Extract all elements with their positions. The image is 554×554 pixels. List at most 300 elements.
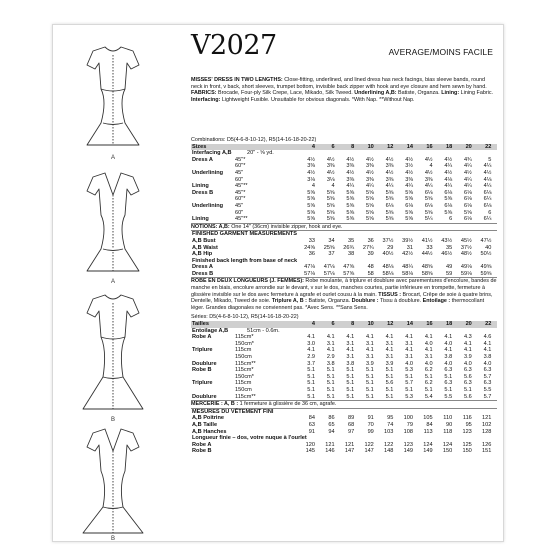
dress-sketches-svg: [53, 25, 173, 541]
table-cell: 122: [364, 441, 374, 448]
description-title: MISSES' DRESS IN TWO LENGTHS:: [191, 77, 283, 83]
table-cell: 5⅝: [385, 196, 394, 203]
table-cell: 4.1: [464, 347, 472, 354]
table-cell: 5⅝: [424, 196, 433, 203]
underlining-label: Underlining A,B:: [354, 90, 397, 97]
table-cell: 3⅜: [385, 176, 394, 183]
interfacing-text: Lightweight Fusible. Unsuitable for obvious diagonals. *With Nap. **Without Nap.: [221, 96, 415, 103]
table-cell: 5⅝: [307, 196, 315, 203]
table-cell: 3.8: [346, 360, 355, 367]
finished-length-heading: Finished back length from base of neck: [192, 257, 298, 264]
row-width: 115cm**: [235, 393, 256, 400]
technical-drawings: [53, 25, 173, 541]
table-row: [191, 177, 497, 184]
table-cell: 70: [367, 421, 374, 428]
table-cell: 46½: [441, 251, 453, 258]
table-cell: 5.1: [326, 373, 335, 380]
underlining-text: Batiste, Organza.: [398, 90, 440, 97]
table-cell: 18: [445, 143, 453, 150]
combinations-french: Séries: D5(4-6-8-10-12), R5(14-16-18-20-22): [191, 314, 299, 321]
table-cell: 35: [347, 237, 355, 244]
table-cell: 4: [311, 183, 315, 190]
table-cell: 58⅝: [421, 270, 433, 277]
table-cell: 5⅝: [405, 196, 413, 203]
row-width: 45": [235, 202, 244, 209]
row-label: Robe B: [192, 367, 212, 374]
table-cell: 4½: [405, 169, 413, 176]
table-cell: 4.0: [483, 360, 492, 367]
lining-text: Lining Fabric.: [460, 90, 494, 97]
table-cell: 5¼: [424, 216, 433, 223]
table-row: [191, 170, 497, 177]
table-cell: 5.1: [326, 393, 335, 400]
table-cell: 91: [367, 415, 374, 422]
table-cell: 5⅝: [424, 209, 433, 216]
table-cell: 5.1: [405, 373, 413, 380]
table-cell: 121: [482, 415, 492, 422]
table-cell: 2.9: [307, 354, 315, 360]
table-cell: 4¼: [483, 183, 492, 190]
table-cell: 4.1: [405, 334, 413, 341]
table-cell: 4½: [444, 169, 453, 176]
table-cell: 6¼: [483, 196, 492, 203]
table-row: [191, 374, 497, 381]
table-cell: 124: [423, 441, 433, 448]
table-cell: 36: [308, 251, 315, 258]
sketch-dress-b-back: [83, 429, 143, 533]
row-label: Robe B: [192, 448, 212, 455]
table-cell: 6.3: [483, 367, 492, 374]
table-cell: 5.1: [366, 373, 374, 380]
table-cell: 122: [384, 441, 394, 448]
table-cell: 4¼: [346, 183, 355, 190]
table-cell: 5⅝: [366, 209, 374, 216]
description-text: Close-fitting, underlined, and lined dress has neck facings, bias sleeve bands, round neck in front, v back, short sleeves, trumpet bottom, invisible back zipper with hook and eye closure and hem sewn by hand.: [191, 77, 487, 90]
sketch-label-1: A: [110, 155, 116, 161]
table-cell: 4.1: [424, 347, 433, 354]
row-label: Dress B: [192, 189, 214, 196]
table-cell: 3.1: [326, 340, 335, 347]
table-cell: 5.7: [483, 393, 492, 400]
table-row: [191, 271, 497, 278]
table-cell: 16: [426, 143, 433, 150]
table-cell: 4½: [366, 156, 374, 163]
table-cell: 5⅝: [405, 209, 413, 216]
table-cell: 3⅜: [346, 176, 355, 183]
table-row: [191, 429, 497, 436]
table-cell: 4¼: [405, 183, 413, 190]
table-cell: 36: [367, 237, 374, 244]
table-cell: 121: [344, 441, 355, 448]
table-cell: 5.1: [326, 367, 335, 374]
table-cell: 49: [445, 264, 453, 271]
table-cell: 4¾: [464, 156, 472, 163]
table-cell: 5.1: [405, 386, 413, 393]
sketch-label-2: A: [110, 279, 116, 285]
table-cell: 5.6: [464, 393, 472, 400]
table-cell: 33: [426, 244, 433, 251]
table-cell: 3⅜: [405, 176, 413, 183]
finished-measurements-french: [191, 415, 497, 435]
table-cell: 5⅝: [307, 202, 315, 209]
table-cell: 99: [367, 428, 374, 435]
table-cell: 59⅛: [460, 270, 472, 277]
table-cell: 5.1: [366, 367, 374, 374]
table-row: [191, 203, 497, 210]
table-cell: 3⅛: [307, 176, 315, 183]
table-cell: 34: [328, 237, 335, 244]
table-cell: 5.1: [346, 386, 355, 393]
mesures-heading: MESURES DU VÊTEMENT FINI: [192, 408, 274, 415]
notions-label: NOTIONS: A,B:: [191, 223, 230, 230]
table-cell: 4.1: [366, 347, 374, 354]
table-cell: 5.6: [385, 380, 394, 387]
table-cell: 5.1: [307, 386, 315, 393]
table-cell: 68: [347, 421, 355, 428]
table-cell: 149: [403, 448, 413, 455]
table-row: [191, 328, 497, 335]
table-cell: 5.1: [385, 373, 394, 380]
table-cell: 6.3: [444, 367, 453, 374]
finished-length-english: [191, 264, 497, 277]
table-cell: 4.1: [405, 347, 413, 354]
table-cell: 4.1: [326, 334, 335, 341]
table-cell: 5.5: [444, 393, 453, 400]
table-cell: 4: [311, 321, 315, 328]
table-cell: 5.1: [307, 393, 315, 400]
table-row: [191, 367, 497, 374]
sketch-dress-b-front: [83, 295, 143, 409]
table-cell: 86: [328, 415, 335, 422]
sketch-dress-a-back: [87, 173, 139, 271]
table-cell: 47⅛: [304, 264, 315, 271]
table-cell: 5.4: [424, 393, 433, 400]
table-row: [191, 347, 497, 354]
table-cell: 6⅛: [444, 189, 453, 196]
row-width: 45"*: [235, 156, 246, 163]
row-label: Lining: [192, 183, 209, 190]
row-width: 115cm*: [235, 367, 254, 374]
row-width: 60"*: [235, 196, 246, 203]
table-cell: 3⅛: [326, 176, 335, 183]
table-row: [191, 354, 497, 361]
fabrics-label: FABRICS:: [191, 90, 217, 97]
row-label: Dress A: [192, 264, 213, 271]
table-cell: 6¼: [483, 216, 492, 223]
table-cell: 6.2: [424, 380, 433, 387]
row-label: A,B Taille: [192, 421, 218, 428]
table-cell: 148: [384, 448, 394, 455]
table-cell: 3.1: [385, 340, 394, 347]
table-cell: 4: [331, 183, 335, 190]
table-cell: 4.0: [424, 360, 433, 367]
table-cell: 44½: [421, 251, 433, 258]
table-cell: 126: [482, 441, 492, 448]
lining-label: Lining:: [441, 90, 460, 97]
table-cell: 20: [465, 143, 472, 150]
table-cell: 120: [305, 441, 315, 448]
table-cell: 4.0: [464, 360, 472, 367]
table-cell: 5⅝: [346, 216, 355, 223]
sizes-row-english: [191, 144, 497, 151]
table-row: [191, 442, 497, 449]
table-cell: 110: [443, 415, 453, 422]
table-cell: 16: [426, 321, 433, 328]
fabrics-text: Brocade, Four-ply Silk Crepe, Lace, Mikado, Silk Tweed.: [217, 90, 353, 97]
table-cell: 4.3: [464, 334, 472, 341]
table-cell: 97: [347, 428, 355, 435]
table-cell: 49⅝: [480, 264, 492, 271]
table-cell: 6.2: [424, 367, 433, 374]
finished-length-french: [191, 442, 497, 455]
table-cell: 4½: [424, 156, 433, 163]
table-cell: 4.1: [307, 347, 315, 354]
row-label: A,B Waist: [192, 244, 218, 251]
table-cell: 49⅛: [460, 264, 472, 271]
table-cell: 58: [367, 270, 374, 277]
table-cell: 3.1: [405, 354, 413, 360]
table-cell: 95: [387, 415, 394, 422]
table-cell: 147: [344, 448, 355, 455]
doublure-text: Tissu à doublure.: [379, 298, 422, 305]
pattern-envelope-back: [52, 24, 504, 542]
table-cell: 4¼: [385, 183, 394, 190]
table-cell: 6⅛: [464, 216, 472, 223]
metrage-rows-french: [191, 328, 497, 401]
difficulty-level: AVERAGE/MOINS FACILE: [388, 47, 493, 57]
table-cell: 145: [305, 448, 315, 455]
table-cell: 5⅝: [346, 209, 355, 216]
table-cell: 124: [442, 441, 453, 448]
table-cell: 146: [325, 448, 335, 455]
table-cell: 22: [485, 321, 492, 328]
table-cell: 5⅝: [307, 189, 315, 196]
table-cell: 5⅝: [326, 209, 335, 216]
table-row: [191, 264, 497, 271]
sizes-row-french: [191, 321, 497, 328]
table-cell: 118: [443, 428, 453, 435]
table-cell: 10: [367, 321, 374, 328]
table-cell: 3⅜: [346, 163, 355, 170]
table-cell: 4.1: [385, 334, 394, 341]
table-row: [191, 183, 497, 190]
row-label: Triplure: [192, 347, 213, 354]
table-cell: 12: [387, 143, 394, 150]
table-cell: 48¼: [402, 264, 413, 271]
table-row: [191, 157, 497, 164]
table-cell: 57⅝: [343, 270, 355, 277]
row-width: 150cm*: [235, 340, 254, 347]
table-cell: 43½: [441, 237, 453, 244]
table-cell: 5.1: [326, 386, 335, 393]
table-cell: 3.1: [405, 340, 413, 347]
sketch-dress-a-front: [87, 47, 139, 145]
table-cell: 6.3: [483, 380, 492, 387]
table-cell: 6⅛: [444, 202, 453, 209]
table-cell: 3.9: [385, 360, 394, 367]
table-cell: 3⅜: [307, 163, 315, 170]
table-cell: 4.1: [464, 340, 472, 347]
pattern-information: [173, 25, 499, 541]
table-cell: 90: [445, 421, 453, 428]
yardage-table-english: [191, 137, 497, 455]
table-cell: 3⅜: [366, 176, 374, 183]
table-cell: 39: [367, 251, 374, 258]
table-cell: 5.1: [464, 386, 472, 393]
row-width: 45"*: [235, 189, 246, 196]
table-cell: 4¼: [483, 163, 492, 170]
table-cell: 4.1: [483, 340, 492, 347]
table-cell: 6⅛: [405, 202, 413, 209]
table-cell: 5⅝: [307, 209, 315, 216]
table-cell: 5.1: [307, 367, 315, 374]
table-cell: 5⅝: [366, 202, 374, 209]
table-cell: 4.1: [346, 347, 355, 354]
table-cell: 5.3: [405, 367, 413, 374]
table-cell: 95: [465, 421, 472, 428]
mercerie-text: 1 fermeture à glissière de 36 cm, agrafe.: [239, 401, 337, 408]
table-row: [191, 334, 497, 341]
table-cell: 5.1: [385, 386, 394, 393]
table-cell: 6⅛: [424, 189, 433, 196]
table-cell: 5⅝: [385, 189, 394, 196]
table-cell: 50½: [480, 251, 492, 258]
table-cell: 113: [423, 428, 433, 435]
table-cell: 5.1: [424, 373, 433, 380]
table-cell: 4.1: [326, 347, 335, 354]
table-cell: 6.3: [464, 380, 472, 387]
table-cell: 102: [482, 421, 492, 428]
table-cell: 3.1: [366, 354, 374, 360]
table-cell: 6⅛: [464, 189, 472, 196]
table-cell: 74: [387, 421, 394, 428]
table-cell: 3.1: [346, 354, 355, 360]
table-cell: 4½: [346, 169, 355, 176]
row-label: Doublure: [192, 393, 217, 400]
doublure-label: Doublure :: [351, 298, 379, 305]
table-cell: 4.0: [405, 360, 413, 367]
table-cell: 65: [328, 421, 335, 428]
row-width: 115cm: [235, 380, 252, 387]
table-cell: 37½: [382, 237, 394, 244]
table-cell: 4½: [307, 169, 315, 176]
table-cell: 94: [328, 428, 335, 435]
table-cell: 6⅛: [483, 202, 492, 209]
row-label: Lining: [192, 216, 209, 223]
table-cell: 3⅜: [424, 176, 433, 183]
table-cell: 12: [387, 321, 394, 328]
table-cell: 58⅛: [402, 270, 413, 277]
table-cell: 40½: [382, 251, 394, 258]
row-label: Doublure: [192, 360, 217, 367]
table-cell: 14: [406, 321, 413, 328]
table-cell: 3.9: [464, 354, 472, 360]
table-cell: 4.0: [444, 340, 453, 347]
table-cell: 5.6: [464, 373, 472, 380]
table-row: [191, 216, 497, 223]
table-cell: 26¾: [343, 244, 355, 251]
table-cell: 5⅝: [346, 189, 355, 196]
table-cell: 57⅛: [323, 270, 335, 277]
entoilage-text: thermocollant léger. Grandes diagonales ne conviennent pas. *Avec Sens. **Sans Sens.: [191, 298, 485, 311]
table-cell: 105: [423, 415, 433, 422]
table-cell: 5⅝: [326, 196, 335, 203]
table-cell: 47⅝: [343, 264, 355, 271]
table-cell: 25⅝: [323, 244, 335, 251]
table-cell: 5.3: [405, 393, 413, 400]
table-cell: 27¾: [362, 244, 374, 251]
row-label: Interfacing A,B: [192, 150, 232, 157]
table-cell: 20: [465, 321, 472, 328]
table-cell: 45½: [460, 237, 472, 244]
table-cell: 103: [384, 428, 394, 435]
table-cell: 5⅝: [385, 209, 394, 216]
description-english: [191, 77, 497, 103]
sketch-label-3: B: [110, 417, 116, 423]
table-cell: 4.1: [346, 334, 355, 341]
table-cell: 38: [347, 251, 355, 258]
description-french: [191, 278, 497, 311]
table-cell: 8: [351, 321, 355, 328]
table-cell: 4½: [385, 169, 394, 176]
table-row: [191, 238, 497, 245]
table-row: [191, 394, 497, 401]
table-cell: 24⅝: [304, 244, 315, 251]
table-cell: 3.1: [366, 340, 374, 347]
table-cell: 84: [308, 415, 315, 422]
table-cell: 5.1: [424, 386, 433, 393]
table-cell: 3½: [405, 163, 413, 170]
table-cell: 4½: [326, 156, 335, 163]
table-cell: 5.1: [385, 367, 394, 374]
table-cell: 6: [449, 216, 453, 223]
table-cell: 39½: [402, 237, 413, 244]
table-cell: 5.5: [483, 386, 492, 393]
table-cell: 6⅛: [483, 189, 492, 196]
entoilage-label: Entoilage :: [422, 298, 451, 305]
table-cell: 4.1: [483, 347, 492, 354]
table-cell: 37½: [460, 244, 472, 251]
table-cell: 79: [406, 421, 413, 428]
description-title-french: ROBE EN DEUX LONGUEURS (J. FEMMES):: [191, 278, 304, 285]
table-cell: 5⅝: [444, 209, 453, 216]
table-cell: 116: [462, 415, 472, 422]
table-cell: 5⅝: [444, 196, 453, 203]
table-row: [191, 380, 497, 387]
table-cell: 6.3: [464, 367, 472, 374]
table-cell: 4¼: [464, 183, 472, 190]
table-cell: 4½: [326, 169, 335, 176]
row-width: 45"**: [235, 216, 248, 223]
table-cell: 125: [462, 441, 472, 448]
table-cell: 6.3: [444, 380, 453, 387]
table-cell: 5⅝: [307, 216, 315, 223]
table-cell: 41½: [421, 237, 433, 244]
table-cell: 57⅛: [304, 270, 315, 277]
table-cell: 5⅝: [346, 202, 355, 209]
table-cell: 5.1: [385, 393, 394, 400]
table-cell: 3.8: [444, 354, 453, 360]
table-cell: 4.1: [444, 334, 453, 341]
table-cell: 5.1: [307, 380, 315, 387]
tailles-label: Tailles: [192, 321, 209, 328]
table-cell: 4⅛: [483, 176, 492, 183]
row-label: A,B Hanches: [192, 428, 227, 435]
table-cell: 108: [403, 428, 413, 435]
table-cell: 42½: [402, 251, 413, 258]
row-width: 115cm*: [235, 334, 254, 341]
table-cell: 48: [367, 264, 374, 271]
